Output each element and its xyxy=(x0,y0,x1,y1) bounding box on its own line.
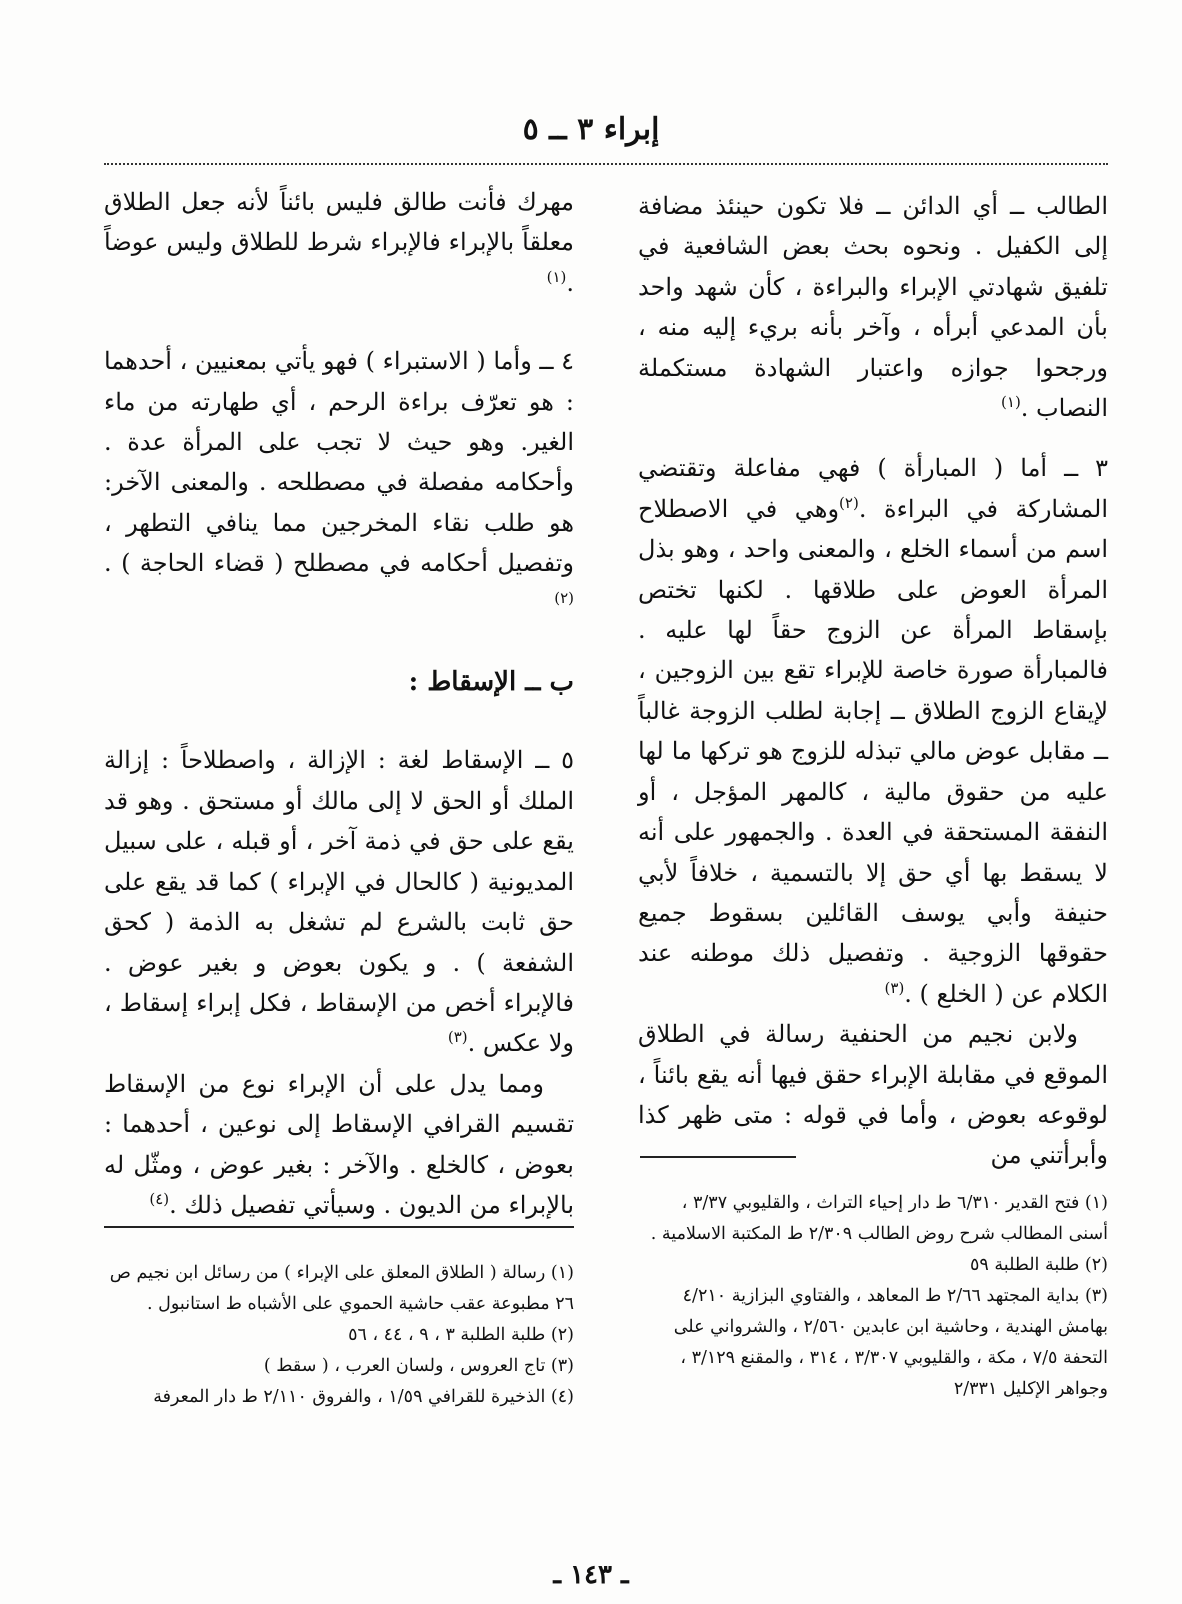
footnote-item: (٤) الذخيرة للقرافي ١/٥٩ ، والفروق ٢/١١٠ ط دار المعرفة xyxy=(153,1387,574,1407)
left-paragraph-1 xyxy=(104,182,574,303)
running-header: إبراء ٣ ــ ٥ xyxy=(522,112,660,147)
left-paragraph-3 xyxy=(104,740,574,1063)
spacer xyxy=(104,702,574,740)
header-dotted-rule xyxy=(104,163,1108,165)
footnotes-left xyxy=(104,1258,574,1413)
left-paragraph-4-text: ومما يدل على أن الإبراء نوع من الإسقاط تقسيم القرافي الإسقاط إلى نوعين ، أحدهما : بعوض ، كالخلع . والآخر : بغير عوض ، ومثّل له بالإبراء من الديون . وسيأتي تفصيل ذلك . xyxy=(104,1069,574,1219)
right-paragraph-1-text: الطالب ــ أي الدائن ــ فلا تكون حينئذ مضافة إلى الكفيل . ونحوه بحث بعض الشافعية في تلفيق شهادتي الإبراء والبراءة ، كأن شهد واحد بأن المدعي أبرأه ، وآخر بأنه بريء إليه منه ، ورجحوا جوازه واعتبار الشهادة مستكملة النصاب . xyxy=(638,192,1108,423)
right-paragraph-2-text-a: ٣ ــ أما ( المبارأة ) فهي مفاعلة وتقتضي المشاركة في البراءة . xyxy=(638,454,1109,523)
footnote-item: (٣) تاج العروس ، ولسان العرب ، ( سقط ) xyxy=(263,1356,574,1376)
spacer xyxy=(104,303,574,341)
footnote-item: (٢) طلبة الطلبة ٣ ، ٩ ، ٤٤ ، ٥٦ xyxy=(348,1325,574,1345)
left-column xyxy=(104,182,574,1225)
footnote-ref: (٢) xyxy=(839,493,859,512)
footnote-rule-left xyxy=(104,1226,574,1228)
footnote-item: (١) رسالة ( الطلاق المعلق على الإبراء ) من رسائل ابن نجيم ص ٢٦ مطبوعة عقب حاشية الحموي على الأشباه ط استانبول . xyxy=(109,1263,574,1314)
left-paragraph-1-text: مهرك فأنت طالق فليس بائناً لأنه جعل الطلاق معلقاً بالإبراء فالإبراء شرط للطلاق وليس عوضاً . xyxy=(104,188,574,297)
page-number: ـ ١٤٣ ـ xyxy=(553,1560,629,1590)
footnote-rule-right xyxy=(640,1156,796,1158)
spacer xyxy=(104,624,574,662)
left-paragraph-4 xyxy=(104,1064,574,1226)
footnote-ref: (٤) xyxy=(149,1189,170,1208)
footnote-item: (٣) بداية المجتهد ٢/٦٦ ط المعاهد ، والفتاوي البزازية ٤/٢١٠ بهامش الهندية ، وحاشية ابن عابدين ٢/٥٦٠ ، والشرواني على التحفة ٧/٥ ، مكة ، والقليوبي ٣/٣٠٧ ، ٣١٤ ، والمقنع ٣/١٢٩ ، وجواهر الإكليل ٢/٣٣١ xyxy=(673,1286,1108,1399)
right-paragraph-2-text-b: وهي في الاصطلاح اسم من أسماء الخلع ، والمعنى واحد ، وهو بذل المرأة العوض على طلاقها . لكنها تختص بإسقاط المرأة عن الزوج حقاً لها عليه . فالمبارأة صورة خاصة للإبراء تقع بين الزوجين ، لإيقاع الزوج الطلاق ــ إجابة لطلب الزوجة غالباً ــ مقابل عوض مالي تبذله للزوج هو تركها ما لها عليه من حقوق مالية ، كالمهر المؤجل ، أو النفقة المستحقة في العدة . والجمهور على أنه لا يسقط بها أي حق إلا بالتسمية ، خلافاً لأبي حنيفة وأبي يوسف القائلين بسقوط جميع حقوقها الزوجية . وتفصيل ذلك موطنه عند الكلام عن ( الخلع ) . xyxy=(638,494,1108,1008)
right-paragraph-3: ولابن نجيم من الحنفية رسالة في الطلاق الموقع في مقابلة الإبراء حقق فيها أنه يقع بائناً ، لوقوعه بعوض ، وأما في قوله : متى ظهر كذا وأبرأتني من xyxy=(638,1020,1108,1170)
spacer xyxy=(638,428,1108,448)
footnotes-right xyxy=(638,1188,1108,1405)
footnote-ref: (٢) xyxy=(554,588,574,607)
left-paragraph-2 xyxy=(104,341,574,624)
footnote-ref: (١) xyxy=(546,267,567,286)
footnote-item: (١) فتح القدير ٦/٣١٠ ط دار إحياء التراث ، والقليوبي ٣/٣٧ ، أسنى المطالب شرح روض الطالب ٢/٣٠٩ ط المكتبة الاسلامية . xyxy=(650,1193,1108,1244)
footnote-ref: (٣) xyxy=(447,1028,468,1047)
right-paragraph-2 xyxy=(638,448,1108,1014)
right-paragraph-1 xyxy=(638,186,1108,428)
footnote-ref: (١) xyxy=(1001,393,1021,412)
left-paragraph-3-text: ٥ ــ الإسقاط لغة : الإزالة ، واصطلاحاً : إزالة الملك أو الحق لا إلى مالك أو مستحق . وهو قد يقع على حق في ذمة آخر ، أو قبله ، على سبيل المديونية ( كالحال في الإبراء ) كما قد يقع على حق ثابت بالشرع لم تشغل به الذمة ( كحق الشفعة ) . و يكون بعوض و بغير عوض . فالإبراء أخص من الإسقاط ، فكل إبراء إسقاط ، ولا عكس . xyxy=(104,746,574,1058)
footnote-item: (٢) طلبة الطلبة ٥٩ xyxy=(970,1255,1108,1275)
right-column xyxy=(638,186,1108,1176)
footnote-ref: (٣) xyxy=(884,978,905,997)
left-paragraph-2-text: ٤ ــ وأما ( الاستبراء ) فهو يأتي بمعنيين ، أحدهما : هو تعرّف براءة الرحم ، أي طهارته من ماء الغير. وهو حيث لا تجب على المرأة عدة . وأحكامه مفصلة في مصطلحه . والمعنى الآخر: هو طلب نقاء المخرجين مما ينافي التطهر ، وتفصيل أحكامه في مصطلح ( قضاء الحاجة ) . xyxy=(104,347,574,578)
section-heading: ب ــ الإسقاط : xyxy=(408,667,574,698)
